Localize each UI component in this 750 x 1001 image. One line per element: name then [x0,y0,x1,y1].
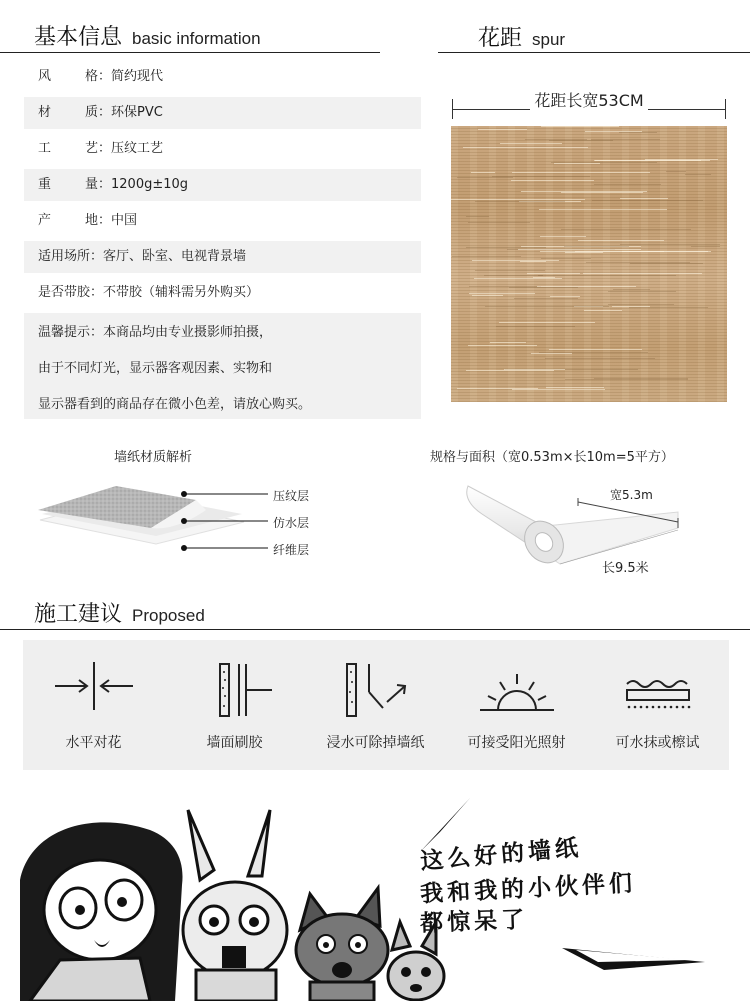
info-value: 本商品均由专业摄影师拍摄， [103,325,273,340]
tip-water-removal [305,640,446,770]
comic-illustration [0,790,750,1001]
tip-sunlight [446,640,587,770]
wallpaper-swatch-image [451,126,727,402]
texture-streak [584,310,622,311]
texture-streak [620,244,720,245]
spur-title [478,21,565,52]
texture-streak [565,252,603,253]
tip-wipeable [587,640,728,770]
texture-streak [539,352,648,353]
notice-line-1: 由于不同灯光，显示器客观因素、实物和 [38,361,273,376]
texture-streak [468,222,530,223]
spur-title-cn: 花距 [478,26,523,51]
texture-streak [619,132,657,133]
proposed-title-cn: 施工建议 [34,602,123,627]
texture-streak [541,126,619,127]
texture-streak [629,307,708,308]
texture-streak [545,358,655,359]
wallpaper-roll-illustration [460,472,690,582]
texture-streak [564,246,629,247]
texture-streak [546,387,604,388]
tip-label: 可接受阳光照射 [467,735,566,751]
tip-label: 可水抹或檫试 [615,735,700,751]
texture-streak [520,261,546,262]
info-value: 压纹工艺 [111,141,164,156]
texture-streak [527,273,580,274]
layer-label-waterproof: 仿水层 [273,516,310,530]
texture-streak [531,353,572,354]
texture-streak [496,326,575,327]
info-label: 风 格 [38,69,98,84]
basic-info-rule [0,52,380,53]
info-row-craft: 工 艺 ：压纹工艺 [24,133,421,165]
texture-streak [612,306,650,307]
texture-streak [594,378,688,379]
spur-title-en: spur [532,30,566,49]
texture-streak [630,263,703,264]
texture-streak [583,273,702,274]
texture-streak [549,349,642,350]
info-label: 温馨提示 [38,325,91,340]
texture-streak [504,369,565,370]
texture-streak [594,160,701,161]
texture-streak [551,162,657,163]
texture-streak [561,192,643,193]
texture-streak [475,270,545,271]
texture-streak [554,163,600,164]
texture-streak [469,293,535,294]
texture-streak [525,139,587,140]
texture-streak [578,240,664,241]
tip-label: 浸水可除掉墙纸 [326,735,425,751]
info-value: 不带胶（辅料需另外购买） [103,285,260,300]
texture-streak [613,289,650,290]
info-label: 工 艺 [38,141,98,156]
comic-line-1: 这么好的墙纸 [419,833,584,876]
spur-dimension-label: 花距长宽53CM [530,91,647,110]
info-label: 材 质 [38,105,98,120]
texture-streak [666,171,686,172]
texture-streak [622,251,708,252]
texture-streak [592,200,703,201]
info-label: 重 量 [38,177,98,192]
tip-label: 墙面刷胶 [206,735,263,751]
tip-label: 水平对花 [65,735,122,751]
texture-streak [540,236,586,237]
info-value: 环保PVC [111,105,163,120]
construction-tips-bar [23,640,729,770]
texture-streak [485,306,609,307]
info-row-adhesive: 是否带胶：不带胶（辅料需另外购买） [38,285,260,300]
comic-line-2: 我和我的小伙伴们 [419,869,637,908]
notice-line-2: 显示器看到的商品存在微小色差，请放心购买。 [38,397,312,412]
layer-label-emboss: 压纹层 [273,489,310,503]
info-row-material: 材 质 ：环保PVC [24,97,421,129]
info-value: 中国 [111,213,138,228]
texture-streak [608,291,676,292]
roll-width-label: 宽5.3m [610,488,653,502]
texture-streak [512,172,650,173]
water-wave-icon [615,652,701,718]
texture-streak [484,275,543,276]
spur-dimension [452,91,726,120]
info-value: 简约现代 [111,69,164,84]
spec-title: 规格与面积（宽0.53m×长10m=5平方） [430,450,674,465]
texture-streak [452,256,521,257]
basic-info-title-cn: 基本信息 [34,25,123,50]
texture-streak [471,172,495,173]
tip-wall-glue [164,640,305,770]
texture-streak [499,322,595,323]
texture-streak [492,176,590,177]
info-row-notice: 温馨提示：本商品均由专业摄影师拍摄， 由于不同灯光，显示器客观因素、实物和 显示器看到的商品存在微小色差，请放心购买。 [24,313,421,419]
texture-streak [472,295,503,296]
info-label: 适用场所 [38,249,91,264]
texture-streak [620,198,668,199]
basic-info-title-en: basic information [132,29,261,48]
texture-streak [478,129,527,130]
texture-streak [475,201,565,202]
material-title: 墙纸材质解析 [114,450,193,465]
texture-streak [565,379,688,380]
layer-label-fiber: 纤维层 [273,543,310,557]
texture-streak [685,174,711,175]
roll-length-label: 长9.5米 [602,561,649,576]
texture-streak [608,304,674,305]
comic-line-3: 都惊呆了 [419,906,529,937]
texture-streak [469,286,541,287]
texture-streak [463,147,588,148]
info-row-usage: 适用场所：客厅、卧室、电视背景墙 [24,241,421,273]
texture-streak [509,287,578,288]
info-row-weight: 重 量 ：1200g±10g [24,169,421,201]
texture-streak [691,246,720,247]
align-arrows-icon [51,652,137,712]
info-label: 产 地 [38,213,98,228]
texture-streak [466,247,546,248]
texture-streak [457,177,513,178]
texture-streak [474,278,562,279]
texture-streak [466,370,554,371]
texture-streak [550,296,580,297]
texture-streak [549,140,613,141]
texture-streak [490,342,526,343]
texture-streak [538,275,676,276]
spur-rule [438,52,750,53]
sun-icon [474,652,560,718]
basic-info-title [34,20,261,51]
info-value: 1200g±10g [111,177,189,192]
wall-peel-icon [333,652,419,718]
texture-streak [468,345,537,346]
texture-streak [511,180,594,181]
info-label: 是否带胶 [38,285,91,300]
proposed-rule [0,629,750,630]
texture-streak [539,209,667,210]
texture-streak [514,298,578,299]
texture-streak [594,184,661,185]
info-row-origin: 产 地 ：中国 [24,205,421,237]
texture-streak [561,229,691,230]
wall-glue-icon [192,652,278,718]
texture-streak [585,131,642,132]
texture-streak [500,143,562,144]
texture-streak [518,249,641,250]
proposed-title [34,597,205,628]
texture-streak [541,258,591,259]
info-value: 客厅、卧室、电视背景墙 [103,249,247,264]
texture-streak [466,216,489,217]
texture-streak [451,199,585,200]
tip-align-pattern [23,640,164,770]
texture-streak [537,286,636,287]
proposed-title-en: Proposed [132,606,205,625]
info-row-style: 风 格 ：简约现代 [24,61,421,93]
texture-streak [512,389,605,390]
